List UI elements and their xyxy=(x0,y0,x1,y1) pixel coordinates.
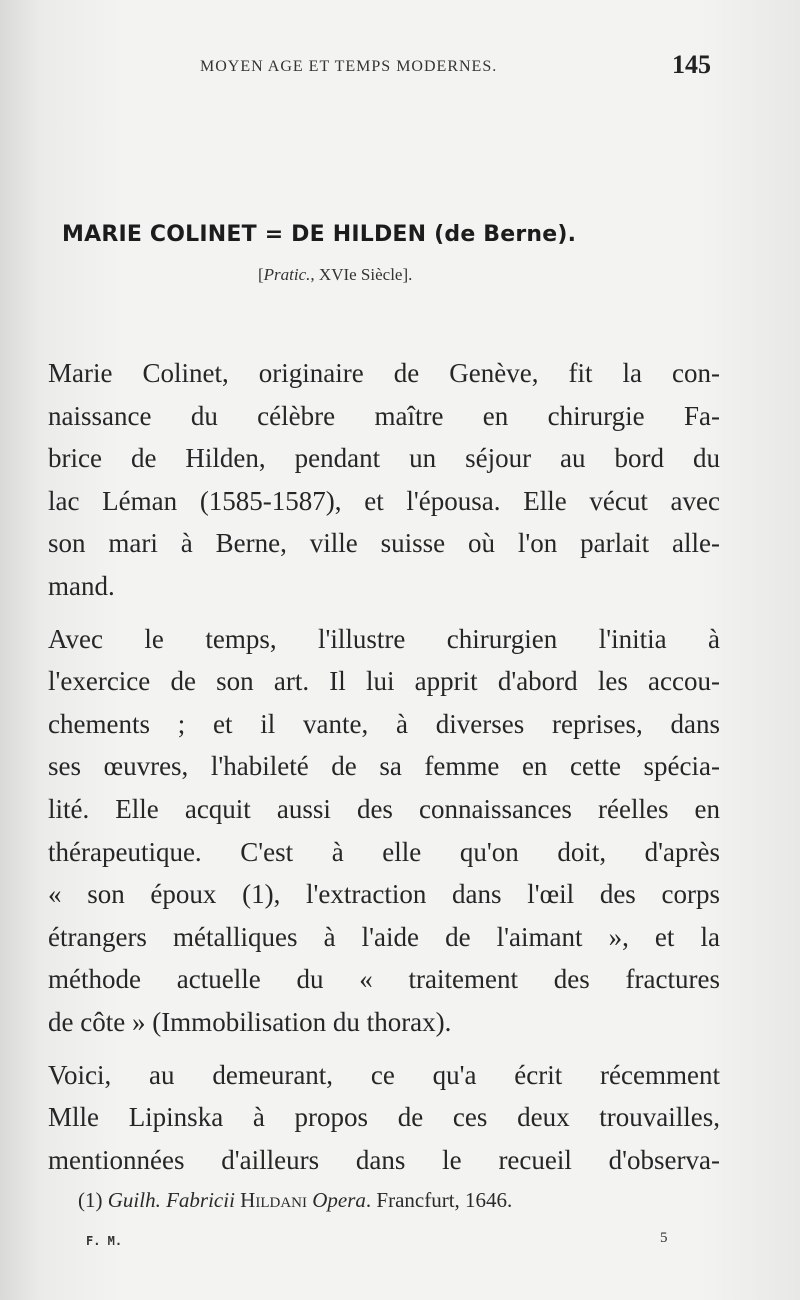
paragraph-1 xyxy=(48,352,720,608)
text-line: « son époux (1), l'extraction dans l'œil des corps xyxy=(48,879,720,910)
footnote-marker: (1) xyxy=(78,1188,103,1212)
subtitle-italic: Pratic. xyxy=(263,265,311,284)
footnote-work: Opera xyxy=(312,1188,366,1212)
text-line: mentionnées d'ailleurs dans le recueil d'observa- xyxy=(48,1144,720,1175)
entry-title: MARIE COLINET = DE HILDEN (de Berne). xyxy=(62,222,577,247)
footnote xyxy=(78,1188,512,1213)
signature-mark: F. M. xyxy=(86,1234,123,1248)
text-line: mand. xyxy=(48,570,115,601)
text-line: chements ; et il vante, à diverses reprises, dans xyxy=(48,708,720,739)
text-line: thérapeutique. C'est à elle qu'on doit, d'après xyxy=(48,836,720,867)
text-line: ses œuvres, l'habileté de sa femme en cette spécia- xyxy=(48,751,720,782)
footnote-author: Guilh. Fabricii xyxy=(107,1188,235,1212)
text-line: Mlle Lipinska à propos de ces deux trouvailles, xyxy=(48,1102,720,1133)
entry-subtitle: [Pratic., XVIe Siècle]. xyxy=(258,265,413,284)
text-line: Voici, au demeurant, ce qu'a écrit récemment xyxy=(48,1059,720,1090)
text-line: l'exercice de son art. Il lui apprit d'abord les accou- xyxy=(48,666,720,697)
text-line: naissance du célèbre maître en chirurgie Fa- xyxy=(48,400,720,431)
body-text xyxy=(48,352,720,1181)
footnote-author-surname: Hildani xyxy=(240,1188,307,1212)
running-head: MOYEN AGE ET TEMPS MODERNES. xyxy=(200,58,498,75)
text-line: lac Léman (1585-1587), et l'épousa. Elle vécut avec xyxy=(48,485,720,516)
text-line: Marie Colinet, originaire de Genève, fit la con- xyxy=(48,358,720,388)
text-line: lité. Elle acquit aussi des connaissances réelles en xyxy=(48,793,720,824)
text-line: étrangers métalliques à l'aide de l'aimant », et la xyxy=(48,921,720,952)
text-line: de côte » (Immobilisation du thorax). xyxy=(48,1006,452,1037)
text-line: méthode actuelle du « traitement des fractures xyxy=(48,964,720,995)
paragraph-3 xyxy=(48,1054,720,1182)
text-line: brice de Hilden, pendant un séjour au bord du xyxy=(48,443,720,474)
text-line: son mari à Berne, ville suisse où l'on parlait alle- xyxy=(48,528,720,559)
text-line: Avec le temps, l'illustre chirurgien l'initia à xyxy=(48,623,720,654)
page-number: 145 xyxy=(672,50,711,79)
signature-number: 5 xyxy=(660,1230,668,1246)
footnote-rest: . Francfurt, 1646. xyxy=(365,1188,513,1212)
paragraph-2 xyxy=(48,618,720,1044)
